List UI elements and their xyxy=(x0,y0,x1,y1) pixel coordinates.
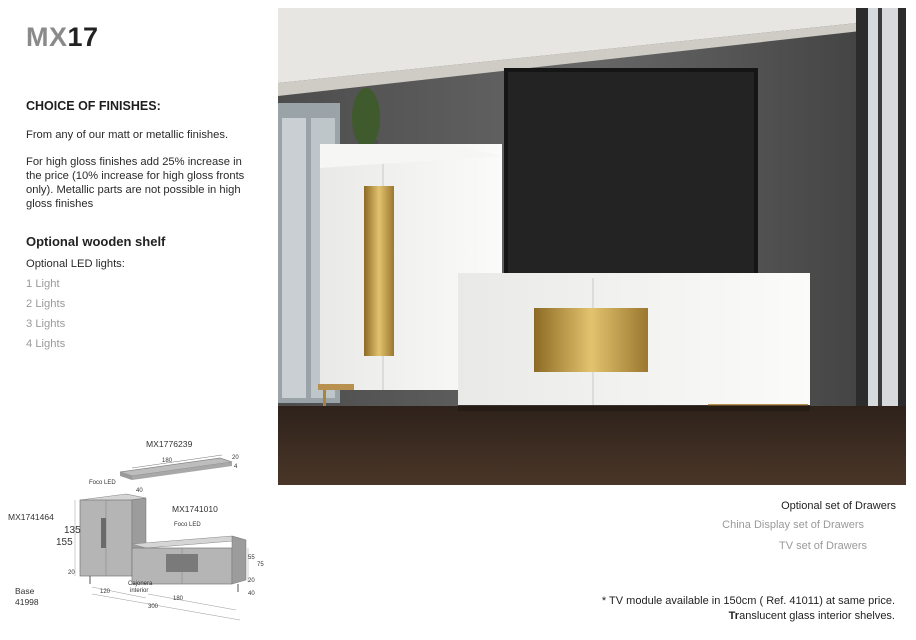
dim-155: 155 xyxy=(56,537,73,548)
width-180: 180 xyxy=(173,596,184,602)
brand-number: 17 xyxy=(67,22,99,52)
led-option: 1 Light xyxy=(26,278,60,290)
plant xyxy=(352,88,380,148)
option-drawers: Optional set of Drawers xyxy=(781,500,896,512)
dim-40-right: 40 xyxy=(248,591,255,597)
base-tall xyxy=(318,384,354,390)
glass-note-rest: anslucent glass interior shelves. xyxy=(739,610,895,622)
shelf-heading: Optional wooden shelf xyxy=(26,234,166,249)
width-120: 120 xyxy=(100,589,111,595)
led-option: 3 Lights xyxy=(26,318,66,330)
dim-20-right: 20 xyxy=(248,578,255,584)
page-title xyxy=(26,22,99,53)
shelf-length-dim: 180 xyxy=(162,458,173,464)
dim-20-left: 20 xyxy=(68,570,75,576)
technical-drawing xyxy=(0,432,280,632)
dim-75: 75 xyxy=(257,562,264,568)
gold-handle-low xyxy=(534,308,648,372)
shelf-height-dim: 20 xyxy=(232,455,239,461)
foco-led-tall: Foco LED xyxy=(89,480,116,486)
brand-prefix: MX xyxy=(26,22,68,52)
finishes-text-1: From any of our matt or metallic finishes. xyxy=(26,129,229,141)
option-china-display: China Display set of Drawers xyxy=(722,519,864,531)
low-cabinet-ref: MX1741010 xyxy=(172,504,218,514)
glass-note-bold: Tr xyxy=(728,610,740,622)
finishes-text-2: For high gloss finishes add 25% increase in the price (10% increase for high gloss fronts only). Metallic parts are not possible in high gloss finishes xyxy=(26,156,245,210)
glass-shelves-note xyxy=(729,610,895,622)
tv-module-note: * TV module available in 150cm ( Ref. 41011) at same price. xyxy=(601,595,895,607)
base-label: Base xyxy=(15,586,35,596)
led-option: 2 Lights xyxy=(26,298,66,310)
dim-55: 55 xyxy=(248,555,255,561)
tall-depth-dim: 40 xyxy=(136,488,143,494)
finishes-heading: CHOICE OF FINISHES: xyxy=(26,99,161,113)
tall-cabinet-ref: MX1741464 xyxy=(8,512,54,522)
gold-handle-tall xyxy=(364,186,394,356)
cajonera-label: Cajonera xyxy=(128,581,153,587)
led-option: 4 Lights xyxy=(26,338,66,350)
width-300: 300 xyxy=(148,604,159,610)
shelf-depth-dim: 4 xyxy=(234,464,238,470)
product-photo xyxy=(278,8,906,485)
wooden-floor xyxy=(278,406,906,485)
foco-led-low: Foco LED xyxy=(174,522,201,528)
option-tv-drawers: TV set of Drawers xyxy=(778,540,867,552)
led-title: Optional LED lights: xyxy=(26,258,125,270)
shelf-ref: MX1776239 xyxy=(146,439,193,449)
interior-label: interior xyxy=(130,588,149,594)
dim-135: 135 xyxy=(64,525,81,536)
base-ref: 41998 xyxy=(15,597,39,607)
